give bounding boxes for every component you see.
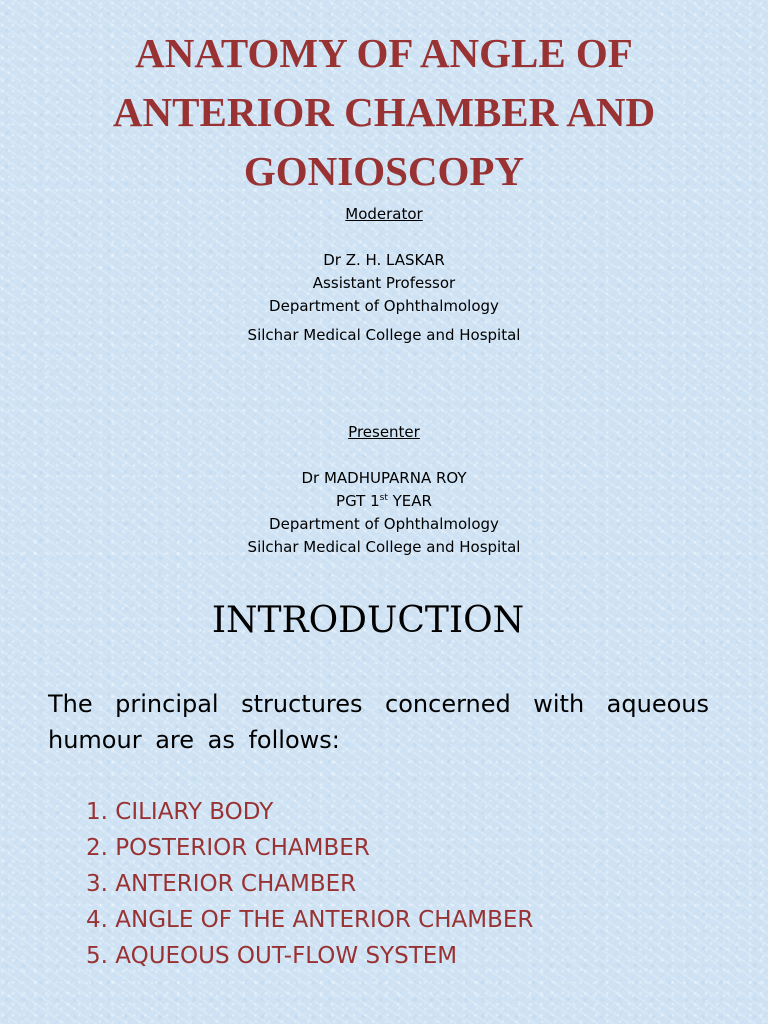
list-item: 4. ANGLE OF THE ANTERIOR CHAMBER	[86, 907, 534, 933]
presenter-section	[0, 421, 768, 559]
introduction-heading: INTRODUCTION	[211, 600, 525, 641]
structure-list	[86, 794, 533, 974]
moderator-section	[0, 203, 768, 347]
moderator-department: Department of Ophthalmology	[269, 297, 499, 315]
moderator-name: Dr Z. H. LASKAR	[323, 251, 445, 269]
presenter-institution: Silchar Medical College and Hospital	[247, 538, 521, 556]
list-item: 3. ANTERIOR CHAMBER	[86, 871, 357, 897]
spacer	[0, 226, 768, 249]
spacer	[0, 444, 768, 467]
presenter-department: Department of Ophthalmology	[269, 515, 499, 533]
moderator-institution: Silchar Medical College and Hospital	[247, 326, 521, 344]
presenter-designation-sup: st	[379, 493, 388, 503]
moderator-designation: Assistant Professor	[312, 274, 456, 292]
introduction-paragraph: The principal structures concerned with aqueous humour are as follows:	[48, 690, 709, 754]
presenter-heading: Presenter	[348, 423, 420, 441]
presenter-designation	[0, 490, 768, 513]
moderator-heading: Moderator	[345, 205, 423, 223]
list-item: 2. POSTERIOR CHAMBER	[86, 835, 370, 861]
slide-title: ANATOMY OF ANGLE OF ANTERIOR CHAMBER AND GONIOSCOPY	[112, 30, 656, 194]
list-item: 1. CILIARY BODY	[86, 799, 274, 825]
list-item: 5. AQUEOUS OUT-FLOW SYSTEM	[86, 943, 458, 969]
presenter-designation-prefix: PGT 1	[336, 492, 380, 510]
presenter-name: Dr MADHUPARNA ROY	[301, 469, 467, 487]
presenter-designation-suffix: YEAR	[387, 492, 432, 510]
